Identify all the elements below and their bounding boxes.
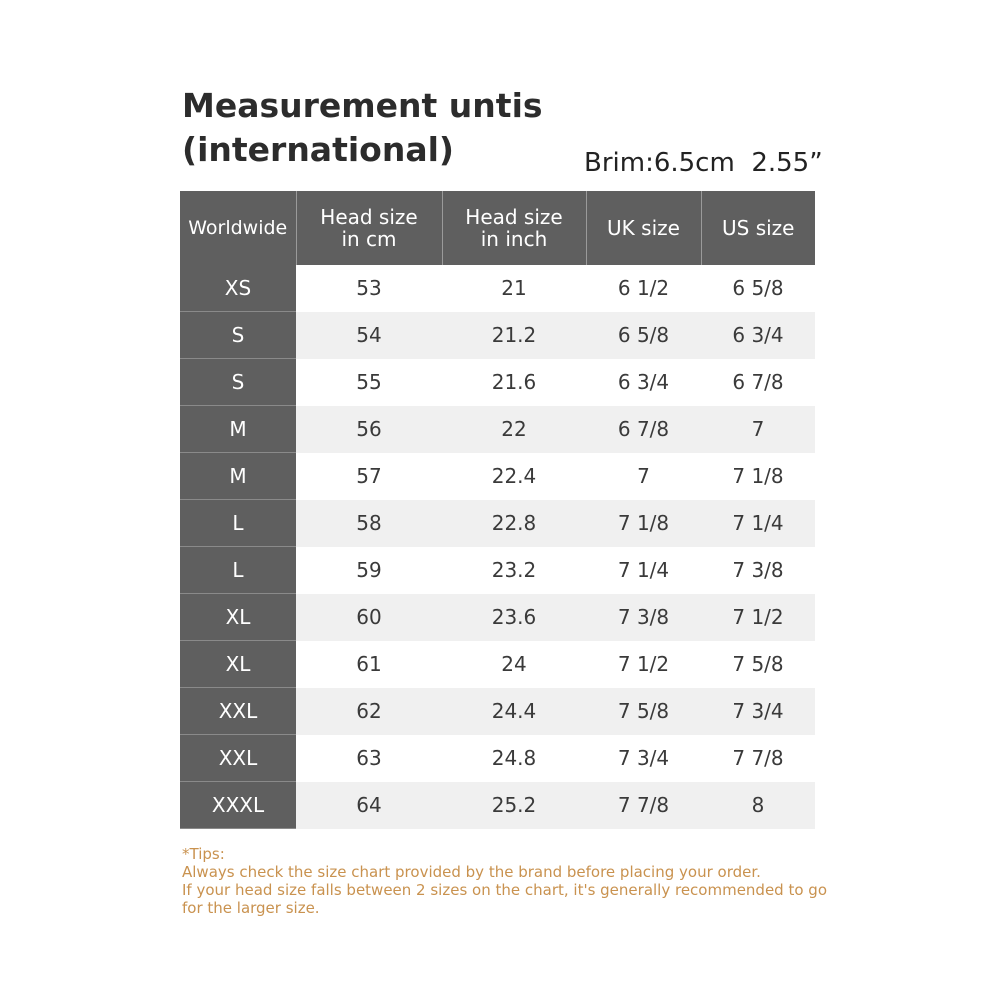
head-inch-cell: 23.6 xyxy=(442,594,586,641)
head-cm-cell: 59 xyxy=(296,547,442,594)
table-row xyxy=(180,265,815,312)
us-size-cell: 7 xyxy=(701,406,815,453)
uk-size-cell: 7 7/8 xyxy=(586,782,701,829)
uk-size-cell: 6 7/8 xyxy=(586,406,701,453)
head-inch-cell: 22 xyxy=(442,406,586,453)
uk-size-cell: 7 1/8 xyxy=(586,500,701,547)
size-chart-table xyxy=(180,191,815,829)
brim-measurement: Brim:6.5cm 2.55” xyxy=(584,148,823,178)
head-cm-cell: 57 xyxy=(296,453,442,500)
table-row xyxy=(180,547,815,594)
table-row xyxy=(180,688,815,735)
head-inch-cell: 24.8 xyxy=(442,735,586,782)
us-size-cell: 7 3/4 xyxy=(701,688,815,735)
head-inch-cell: 24 xyxy=(442,641,586,688)
uk-size-cell: 7 1/4 xyxy=(586,547,701,594)
worldwide-size-cell: L xyxy=(180,547,296,594)
tips-line-2: If your head size falls between 2 sizes on the chart, it's generally recommended to go for the larger size. xyxy=(182,881,827,917)
uk-size-cell: 6 5/8 xyxy=(586,312,701,359)
head-inch-cell: 24.4 xyxy=(442,688,586,735)
worldwide-size-cell: XXL xyxy=(180,688,296,735)
table-row xyxy=(180,735,815,782)
us-size-cell: 6 3/4 xyxy=(701,312,815,359)
us-size-cell: 7 3/8 xyxy=(701,547,815,594)
head-cm-cell: 61 xyxy=(296,641,442,688)
head-cm-cell: 58 xyxy=(296,500,442,547)
uk-size-cell: 7 3/4 xyxy=(586,735,701,782)
head-cm-cell: 53 xyxy=(296,265,442,312)
head-inch-cell: 25.2 xyxy=(442,782,586,829)
column-header-head-size-cm: Head size in cm xyxy=(296,191,442,265)
head-cm-cell: 56 xyxy=(296,406,442,453)
us-size-cell: 8 xyxy=(701,782,815,829)
us-size-cell: 7 5/8 xyxy=(701,641,815,688)
head-inch-cell: 21.6 xyxy=(442,359,586,406)
table-row xyxy=(180,641,815,688)
size-table-body xyxy=(180,265,815,829)
worldwide-size-cell: XXXL xyxy=(180,782,296,829)
head-cm-cell: 54 xyxy=(296,312,442,359)
table-header-row xyxy=(180,191,815,265)
us-size-cell: 7 1/2 xyxy=(701,594,815,641)
us-size-cell: 6 7/8 xyxy=(701,359,815,406)
tips-heading: *Tips: xyxy=(182,845,225,863)
table-row xyxy=(180,312,815,359)
table-row xyxy=(180,359,815,406)
us-size-cell: 7 7/8 xyxy=(701,735,815,782)
table-row xyxy=(180,406,815,453)
head-cm-cell: 60 xyxy=(296,594,442,641)
table-row xyxy=(180,453,815,500)
uk-size-cell: 7 xyxy=(586,453,701,500)
head-inch-cell: 21 xyxy=(442,265,586,312)
head-cm-cell: 62 xyxy=(296,688,442,735)
head-cm-cell: 63 xyxy=(296,735,442,782)
worldwide-size-cell: M xyxy=(180,453,296,500)
uk-size-cell: 7 5/8 xyxy=(586,688,701,735)
head-inch-cell: 23.2 xyxy=(442,547,586,594)
column-header-us-size: US size xyxy=(701,191,815,265)
head-inch-cell: 21.2 xyxy=(442,312,586,359)
worldwide-size-cell: S xyxy=(180,359,296,406)
worldwide-size-cell: XXL xyxy=(180,735,296,782)
worldwide-size-cell: XL xyxy=(180,641,296,688)
us-size-cell: 7 1/4 xyxy=(701,500,815,547)
column-header-head-size-inch: Head size in inch xyxy=(442,191,586,265)
table-row xyxy=(180,782,815,829)
us-size-cell: 6 5/8 xyxy=(701,265,815,312)
head-inch-cell: 22.8 xyxy=(442,500,586,547)
column-header-worldwide: Worldwide xyxy=(180,191,296,265)
worldwide-size-cell: M xyxy=(180,406,296,453)
worldwide-size-cell: S xyxy=(180,312,296,359)
tips-section xyxy=(182,845,832,917)
table-row xyxy=(180,500,815,547)
head-cm-cell: 64 xyxy=(296,782,442,829)
uk-size-cell: 7 1/2 xyxy=(586,641,701,688)
uk-size-cell: 6 1/2 xyxy=(586,265,701,312)
uk-size-cell: 7 3/8 xyxy=(586,594,701,641)
column-header-uk-size: UK size xyxy=(586,191,701,265)
us-size-cell: 7 1/8 xyxy=(701,453,815,500)
table-row xyxy=(180,594,815,641)
worldwide-size-cell: XS xyxy=(180,265,296,312)
tips-line-1: Always check the size chart provided by the brand before placing your order. xyxy=(182,863,761,881)
worldwide-size-cell: XL xyxy=(180,594,296,641)
page-title: Measurement untis (international) xyxy=(182,86,543,169)
uk-size-cell: 6 3/4 xyxy=(586,359,701,406)
head-inch-cell: 22.4 xyxy=(442,453,586,500)
head-cm-cell: 55 xyxy=(296,359,442,406)
worldwide-size-cell: L xyxy=(180,500,296,547)
